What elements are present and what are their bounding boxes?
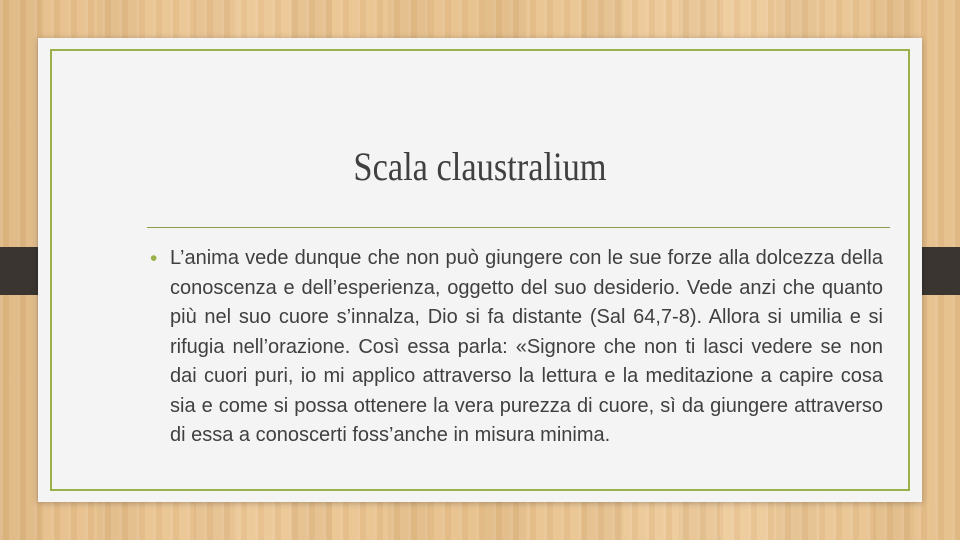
slide-card (38, 38, 922, 502)
title-divider (147, 227, 890, 228)
bullet-text: L’anima vede dunque che non può giungere con le sue forze alla dolcezza della conoscenza e dell’esperienza, oggetto del suo desiderio. Vede anzi che quanto più nel suo cuore s’innalza, Dio si fa distante (Sal 64,7-8). Allora si umilia e si rifugia nell’orazione. Così essa parla: «Signore che non ti lasci vedere se non dai cuori puri, io mi applico attraverso la lettura e la meditazione a capire cosa sia e come si possa ottenere la vera purezza di cuore, sì da giungere attraverso di essa a conoscerti foss’anche in misura minima. (170, 247, 883, 446)
bullet-item (150, 244, 883, 451)
slide-title: Scala claustralium (353, 144, 607, 189)
bullet-dot-icon: • (150, 247, 158, 270)
